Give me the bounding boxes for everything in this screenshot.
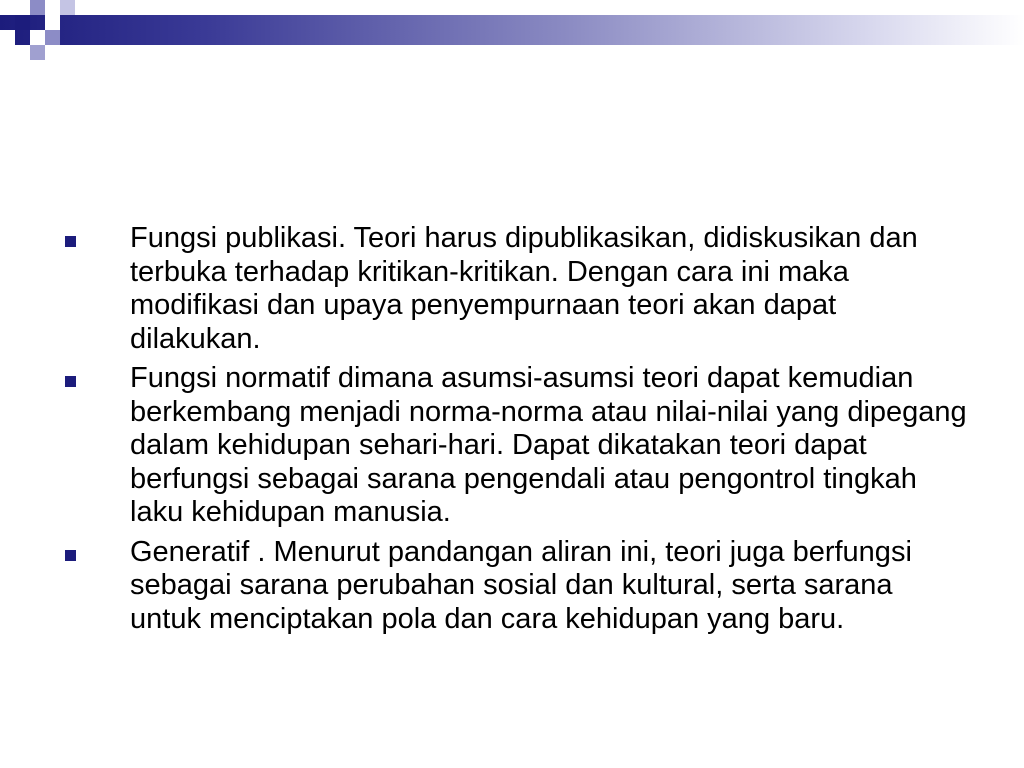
decorative-square — [30, 45, 45, 60]
bullet-text: Generatif . Menurut pandangan aliran ini, teori juga berfungsi sebagai sarana perubahan sosial dan kultural, serta sarana untuk menciptakan pola dan cara kehidupan yang baru. — [130, 535, 912, 635]
decorative-square — [15, 15, 30, 30]
decorative-square — [0, 0, 15, 15]
decorative-square — [30, 0, 45, 15]
decorative-square — [45, 15, 60, 30]
decorative-square — [0, 30, 15, 45]
decorative-square — [45, 30, 60, 45]
square-bullet-icon — [65, 550, 76, 561]
bullet-text: Fungsi normatif dimana asumsi-asumsi teori dapat kemudian berkembang menjadi norma-norma atau nilai-nilai yang dipegang dalam kehidupan sehari-hari. Dapat dikatakan teori dapat berfungsi sebagai sarana pengendali atau pengontrol tingkah laku kehidupan manusia. — [130, 362, 967, 528]
slide-content — [60, 222, 970, 642]
decorative-square — [60, 0, 75, 15]
bullet-list — [60, 222, 970, 636]
square-bullet-icon — [65, 376, 76, 387]
bullet-item — [60, 222, 970, 356]
decorative-square — [30, 30, 45, 45]
header-gradient-band — [0, 15, 1024, 45]
bullet-item — [60, 536, 970, 637]
bullet-item — [60, 362, 970, 530]
square-bullet-icon — [65, 236, 76, 247]
bullet-text: Fungsi publikasi. Teori harus dipublikasikan, didiskusikan dan terbuka terhadap kritikan-kritikan. Dengan cara ini maka modifikasi dan upaya penyempurnaan teori akan dapat dilakukan. — [130, 222, 918, 355]
